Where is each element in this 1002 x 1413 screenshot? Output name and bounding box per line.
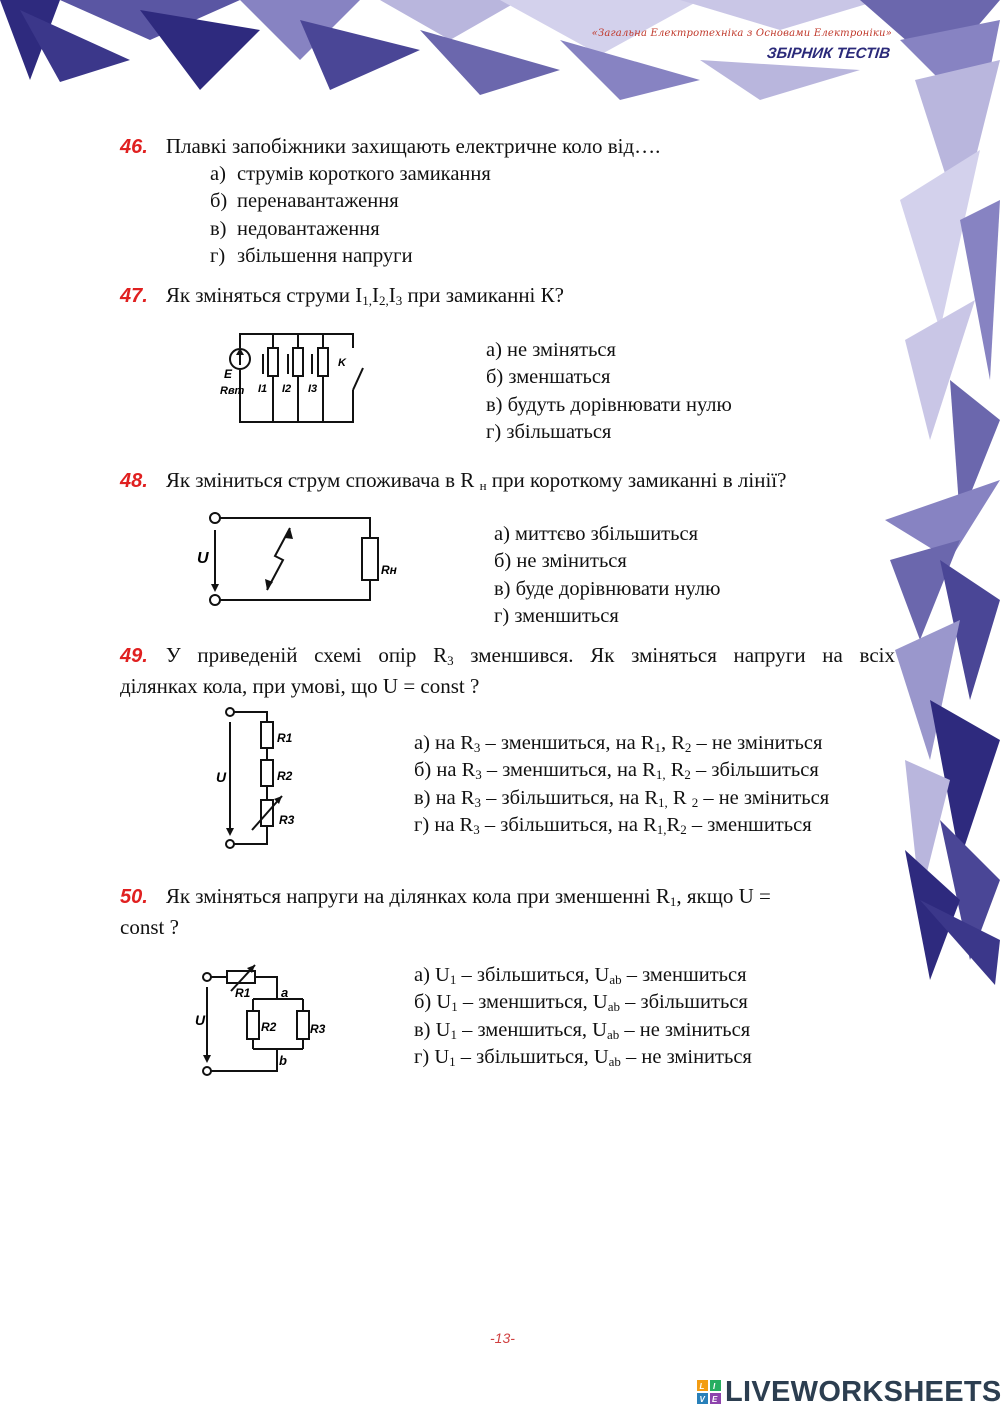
question-number: 49. [120,645,148,667]
option[interactable]: б) не зміниться [494,550,627,573]
option[interactable]: а) не зміняться [486,339,616,361]
book-title: «Загальна Електротехніка з Основами Електроніки» [591,28,892,39]
option[interactable]: г) на $R_3$ – збільшиться, на $R_{1,}R_2$ – зменшиться [414,813,812,837]
label-r3: R3 [279,813,295,827]
option[interactable]: а) миттєво збільшиться [494,523,699,545]
label-k: K [338,357,346,369]
option[interactable]: г) збільшаться [486,420,612,443]
question-number: 48. [120,470,148,492]
liveworksheets-watermark[interactable]: LIVEWORKSHEETS [725,1376,1002,1408]
option[interactable]: а) струмів короткого замикання [210,163,491,185]
question-49: 49. У приведеній схемі опір $R_3$ зменшився. Як зміняться напруги на всіх ділянках кола, при умові, що U = const ? [120,643,895,698]
label-r2: R2 [277,769,293,783]
label-b: b [279,1053,287,1068]
label-i2: I2 [282,383,292,395]
question-number: 47. [120,285,148,307]
svg-text:L: L [699,1382,705,1391]
label-r1: R1 [235,986,251,1000]
option[interactable]: в) недовантаження [210,217,380,240]
svg-text:I: I [713,1382,716,1391]
question-47-options [486,337,732,446]
question-number: 46. [120,136,148,158]
label-r1: R1 [277,731,293,745]
collection-subtitle: ЗБІРНИК ТЕСТІВ [766,45,891,62]
svg-text:V: V [699,1395,705,1404]
question-50: 50. Як зміняться напруги на ділянках кола при зменшенні $R_1$, якщо U = const ? [120,884,771,939]
option[interactable]: в) буде дорівнювати нулю [494,577,721,600]
label-u: U [216,769,227,785]
question-46-options [210,161,491,270]
option[interactable]: г) збільшення напруги [210,244,413,267]
label-e: E [224,367,233,381]
option[interactable]: г) зменшиться [494,604,619,627]
question-46 [120,131,660,162]
liveworksheets-logo-icon [697,1380,721,1404]
question-text: Плавкі запобіжники захищають електричне коло від…. [165,134,661,158]
label-u: U [197,550,209,567]
question-48-options [494,521,720,630]
question-50-options [414,962,752,1071]
label-rvt: Rвт [220,385,245,397]
option[interactable]: в) будуть дорівнювати нулю [486,393,732,416]
option[interactable]: б) перенавантаження [210,190,399,213]
option[interactable]: б) зменшаться [486,366,611,389]
label-a: a [281,985,289,1000]
option[interactable]: в) $U_1$ – зменшиться, $U_{ab}$ – не зміниться [414,1018,751,1042]
circuit-diagram-49 [212,704,302,856]
question-number: 50. [120,886,148,908]
option[interactable]: б) на $R_3$ – зменшиться, на $R_{1,}$ $R_2$ – збільшиться [414,759,819,783]
label-i1: I1 [258,383,268,395]
option[interactable]: г) $U_1$ – збільшиться, $U_{ab}$ – не зміниться [414,1045,752,1069]
circuit-diagram-48 [195,508,395,608]
option[interactable]: в) на $R_3$ – збільшиться, на $R_{1,}$ R $_2$ – не зміниться [414,786,830,810]
label-r3: R3 [310,1022,326,1036]
circuit-diagram-50 [195,965,330,1080]
option[interactable]: б) $U_1$ – зменшиться, $U_{ab}$ – збільшиться [414,991,748,1015]
option[interactable]: а) на $R_3$ – зменшиться, на $R_1$, $R_2$ – не зміниться [414,732,823,755]
option[interactable]: а) $U_1$ – збільшиться, $U_{ab}$ – зменшиться [414,964,747,987]
label-i3: I3 [308,383,318,395]
circuit-diagram-47 [218,330,368,430]
label-u: U [195,1012,206,1028]
label-r2: R2 [261,1020,277,1034]
question-47: 47. Як зміняться струми $I_{1,}I_{2,}I_3$ при замиканні К? [120,283,564,308]
question-48: 48. Як зміниться струм споживача в R $_н$ при короткому замиканні в лінії? [120,468,787,493]
svg-text:E: E [712,1395,718,1404]
label-rh: Rн [381,563,397,577]
question-49-options [414,730,829,839]
page-number: -13- [490,1330,515,1346]
